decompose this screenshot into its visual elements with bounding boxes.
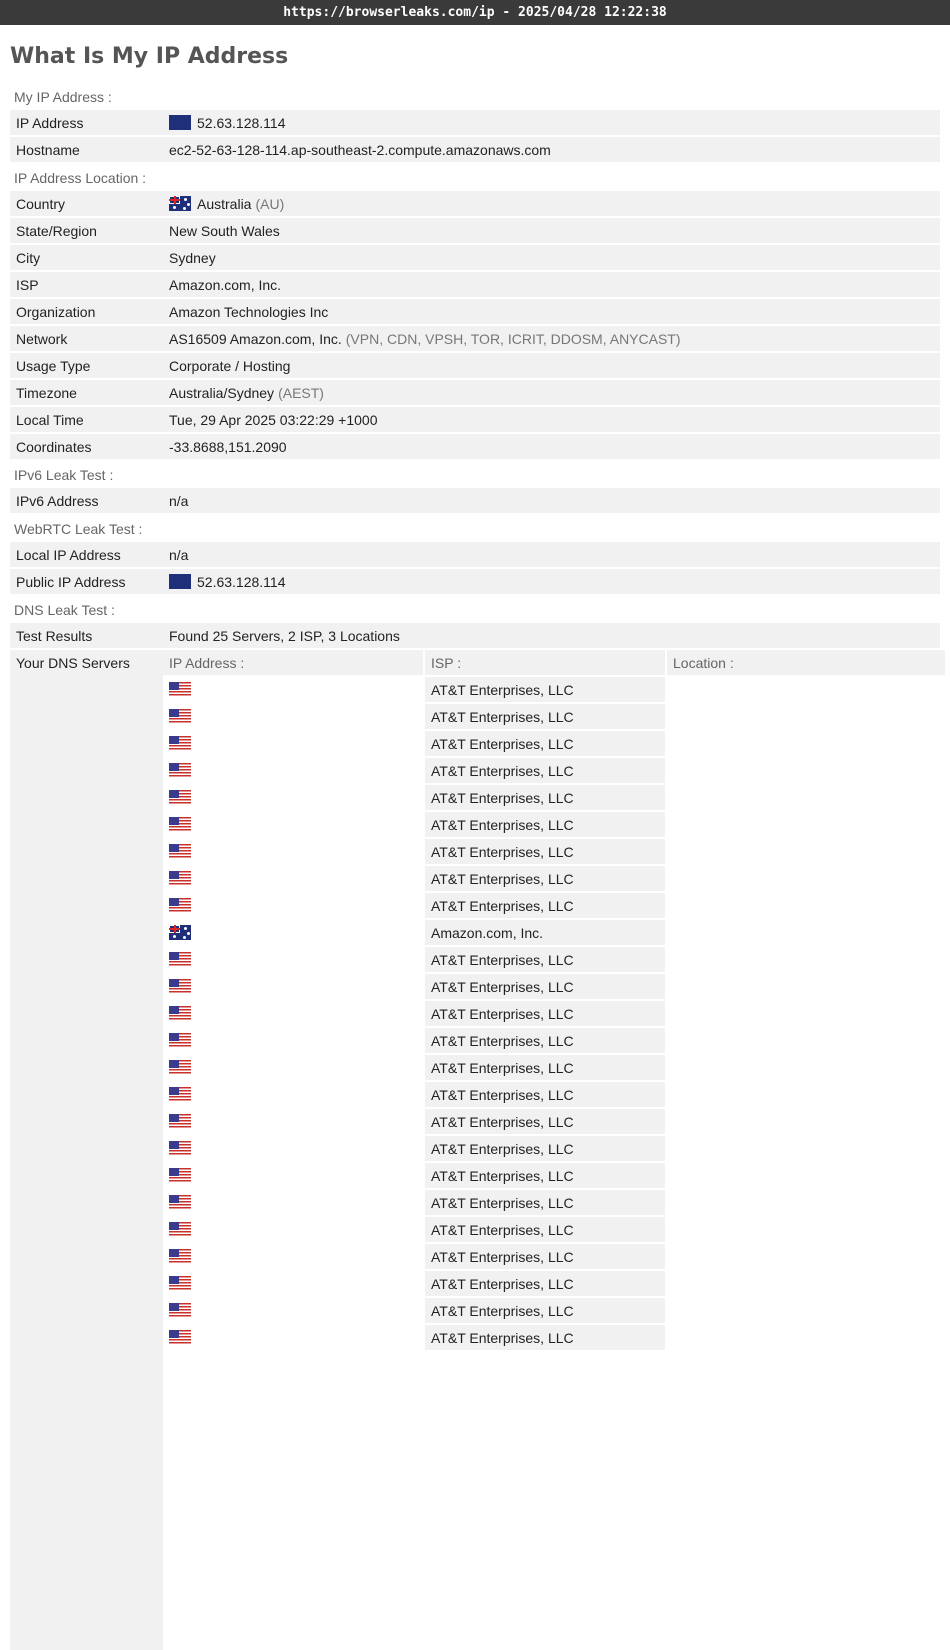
dns-server-row — [163, 893, 945, 918]
dns-ip-cell — [163, 1244, 423, 1269]
main-content — [10, 83, 940, 1650]
dns-location-cell — [667, 1163, 939, 1188]
dns-ip-cell — [163, 866, 423, 891]
dns-isp-cell: AT&T Enterprises, LLC — [425, 1136, 665, 1161]
redacted-ip — [197, 1190, 412, 1215]
dns-location-cell — [667, 1109, 939, 1134]
dns-server-row — [163, 1028, 945, 1053]
dns-isp-cell: AT&T Enterprises, LLC — [425, 1163, 665, 1188]
dns-server-row — [163, 1001, 945, 1026]
dns-isp-cell: AT&T Enterprises, LLC — [425, 1190, 665, 1215]
redacted-ip — [197, 704, 412, 729]
australia-flag-icon — [169, 574, 191, 589]
united-states-flag-icon — [169, 709, 191, 724]
value-text: New South Wales — [169, 222, 280, 239]
row-label: State/Region — [16, 223, 97, 239]
value-text: Australia — [197, 195, 252, 212]
dns-server-row — [163, 974, 945, 999]
redacted-ip — [197, 785, 412, 810]
dns-isp-cell: AT&T Enterprises, LLC — [425, 1217, 665, 1242]
redacted-ip — [197, 1136, 412, 1161]
redacted-ip — [197, 1082, 412, 1107]
united-states-flag-icon — [169, 1276, 191, 1291]
dns-ip-cell — [163, 1325, 423, 1350]
location-rows — [10, 191, 940, 459]
page-title: What Is My IP Address — [10, 44, 289, 69]
ip-address-value[interactable]: 52.63.128.114 — [197, 114, 286, 131]
united-states-flag-icon — [169, 1222, 191, 1237]
dns-isp-cell: AT&T Enterprises, LLC — [425, 704, 665, 729]
dns-isp-cell: AT&T Enterprises, LLC — [425, 812, 665, 837]
dns-location-cell — [667, 893, 939, 918]
location-row — [10, 218, 940, 243]
row-label: City — [16, 250, 41, 266]
test-results-value: Found 25 Servers, 2 ISP, 3 Locations — [169, 627, 400, 644]
dns-servers-table — [163, 650, 945, 1650]
dns-ip-cell — [163, 947, 423, 972]
dns-location-cell — [667, 1055, 939, 1080]
dns-server-row — [163, 920, 945, 945]
dns-isp-cell: AT&T Enterprises, LLC — [425, 758, 665, 783]
dns-server-row — [163, 1109, 945, 1134]
row-test-results — [10, 623, 940, 648]
dns-isp-cell: AT&T Enterprises, LLC — [425, 839, 665, 864]
row-label: Usage Type — [16, 358, 91, 374]
dns-location-cell — [667, 1190, 939, 1215]
column-header-location: Location : — [667, 650, 945, 675]
dns-ip-cell — [163, 677, 423, 702]
dns-ip-cell — [163, 893, 423, 918]
redacted-ip — [197, 1325, 412, 1350]
dns-isp-cell: AT&T Enterprises, LLC — [425, 731, 665, 756]
dns-ip-cell — [163, 785, 423, 810]
united-states-flag-icon — [169, 979, 191, 994]
australia-flag-icon — [169, 115, 191, 130]
dns-ip-cell — [163, 812, 423, 837]
dns-location-cell — [667, 1217, 939, 1242]
row-label: Coordinates — [16, 439, 92, 455]
row-label: IP Address — [16, 115, 84, 131]
dns-isp-cell: AT&T Enterprises, LLC — [425, 677, 665, 702]
dns-location-cell — [667, 1028, 939, 1053]
row-value — [163, 191, 940, 216]
section-webrtc: WebRTC Leak Test : — [14, 521, 143, 537]
redacted-ip — [197, 947, 412, 972]
redacted-ip — [197, 1028, 412, 1053]
redacted-ip — [197, 758, 412, 783]
value-text: Amazon.com, Inc. — [169, 276, 282, 293]
row-value — [163, 272, 940, 297]
row-public-ip — [10, 569, 940, 594]
redacted-ip — [197, 677, 412, 702]
row-label: Country — [16, 196, 66, 212]
redacted-ip — [197, 731, 412, 756]
redacted-ip — [197, 839, 412, 864]
dns-server-row — [163, 1217, 945, 1242]
dns-ip-cell — [163, 1001, 423, 1026]
section-dns: DNS Leak Test : — [14, 602, 115, 618]
row-value — [163, 110, 940, 135]
value-extra: (VPN, CDN, VPSH, TOR, ICRIT, DDOSM, ANYCAST) — [345, 330, 681, 347]
row-value — [163, 434, 940, 459]
dns-isp-cell: AT&T Enterprises, LLC — [425, 893, 665, 918]
dns-server-row — [163, 785, 945, 810]
dns-isp-cell: AT&T Enterprises, LLC — [425, 1028, 665, 1053]
dns-ip-cell — [163, 758, 423, 783]
dns-location-cell — [667, 758, 939, 783]
row-label: IPv6 Address — [16, 493, 99, 509]
dns-isp-cell: AT&T Enterprises, LLC — [425, 1298, 665, 1323]
redacted-ip — [197, 1298, 412, 1323]
dns-servers-block — [10, 650, 940, 1650]
redacted-ip — [197, 920, 412, 945]
dns-location-cell — [667, 812, 939, 837]
redacted-ip — [197, 812, 412, 837]
location-row — [10, 380, 940, 405]
value-extra: (AEST) — [278, 384, 324, 401]
dns-location-cell — [667, 704, 939, 729]
row-value — [163, 353, 940, 378]
dns-ip-cell — [163, 1136, 423, 1161]
dns-ip-cell — [163, 1271, 423, 1296]
value-text: -33.8688,151.2090 — [169, 438, 287, 455]
dns-ip-cell — [163, 704, 423, 729]
dns-isp-cell: AT&T Enterprises, LLC — [425, 866, 665, 891]
dns-location-cell — [667, 974, 939, 999]
dns-location-cell — [667, 677, 939, 702]
redacted-ip — [197, 893, 412, 918]
united-states-flag-icon — [169, 952, 191, 967]
dns-server-row — [163, 1055, 945, 1080]
row-label: ISP — [16, 277, 39, 293]
dns-isp-cell: AT&T Enterprises, LLC — [425, 1055, 665, 1080]
dns-location-cell — [667, 1244, 939, 1269]
redacted-ip — [197, 1271, 412, 1296]
dns-ip-cell — [163, 1217, 423, 1242]
redacted-ip — [197, 1001, 412, 1026]
location-row — [10, 326, 940, 351]
dns-server-row — [163, 1244, 945, 1269]
united-states-flag-icon — [169, 1033, 191, 1048]
dns-ip-cell — [163, 1028, 423, 1053]
row-label: Public IP Address — [16, 574, 126, 590]
dns-location-cell — [667, 947, 939, 972]
row-label: Test Results — [16, 628, 93, 644]
row-hostname — [10, 137, 940, 162]
dns-ip-cell — [163, 1109, 423, 1134]
location-row — [10, 407, 940, 432]
dns-server-row — [163, 731, 945, 756]
united-states-flag-icon — [169, 871, 191, 886]
dns-server-row — [163, 1271, 945, 1296]
row-ip-address — [10, 110, 940, 135]
dns-ip-cell — [163, 1190, 423, 1215]
dns-location-cell — [667, 731, 939, 756]
dns-location-cell — [667, 866, 939, 891]
row-value — [163, 326, 940, 351]
row-label: Local IP Address — [16, 547, 121, 563]
row-label: Organization — [16, 304, 96, 320]
dns-server-row — [163, 677, 945, 702]
united-states-flag-icon — [169, 1330, 191, 1345]
united-states-flag-icon — [169, 1249, 191, 1264]
united-states-flag-icon — [169, 898, 191, 913]
url-timestamp-bar: https://browserleaks.com/ip - 2025/04/28 12:22:38 — [0, 0, 950, 25]
dns-server-row — [163, 866, 945, 891]
dns-location-cell — [667, 1136, 939, 1161]
column-header-isp: ISP : — [425, 650, 665, 675]
dns-ip-cell — [163, 920, 423, 945]
dns-isp-cell: Amazon.com, Inc. — [425, 920, 665, 945]
column-header-ip: IP Address : — [163, 650, 423, 675]
dns-isp-cell: AT&T Enterprises, LLC — [425, 1325, 665, 1350]
united-states-flag-icon — [169, 1141, 191, 1156]
dns-ip-cell — [163, 974, 423, 999]
dns-isp-cell: AT&T Enterprises, LLC — [425, 1001, 665, 1026]
dns-server-row — [163, 704, 945, 729]
dns-location-cell — [667, 1082, 939, 1107]
row-ipv6 — [10, 488, 940, 513]
dns-location-cell — [667, 1001, 939, 1026]
row-label: Your DNS Servers — [16, 655, 130, 671]
dns-server-row — [163, 1163, 945, 1188]
dns-table-body — [163, 677, 945, 1350]
dns-server-row — [163, 1136, 945, 1161]
united-states-flag-icon — [169, 1168, 191, 1183]
section-location: IP Address Location : — [14, 170, 147, 186]
dns-server-row — [163, 758, 945, 783]
row-label: Network — [16, 331, 68, 347]
australia-flag-icon — [169, 925, 191, 940]
dns-server-row — [163, 1082, 945, 1107]
united-states-flag-icon — [169, 817, 191, 832]
value-text: AS16509 Amazon.com, Inc. — [169, 330, 342, 347]
united-states-flag-icon — [169, 1195, 191, 1210]
united-states-flag-icon — [169, 1114, 191, 1129]
united-states-flag-icon — [169, 682, 191, 697]
dns-location-cell — [667, 839, 939, 864]
redacted-ip — [197, 1244, 412, 1269]
row-label: Hostname — [16, 142, 80, 158]
redacted-ip — [197, 1163, 412, 1188]
dns-isp-cell: AT&T Enterprises, LLC — [425, 974, 665, 999]
united-states-flag-icon — [169, 1006, 191, 1021]
value-text: Australia/Sydney — [169, 384, 275, 401]
dns-server-row — [163, 839, 945, 864]
dns-server-row — [163, 1190, 945, 1215]
hostname-value: ec2-52-63-128-114.ap-southeast-2.compute.amazonaws.com — [169, 141, 551, 158]
redacted-ip — [197, 1055, 412, 1080]
dns-server-row — [163, 1325, 945, 1350]
dns-isp-cell: AT&T Enterprises, LLC — [425, 785, 665, 810]
united-states-flag-icon — [169, 1303, 191, 1318]
location-row — [10, 434, 940, 459]
united-states-flag-icon — [169, 1087, 191, 1102]
row-value — [163, 380, 940, 405]
redacted-ip — [197, 1109, 412, 1134]
australia-flag-icon — [169, 196, 191, 211]
united-states-flag-icon — [169, 844, 191, 859]
redacted-ip — [197, 1217, 412, 1242]
dns-isp-cell: AT&T Enterprises, LLC — [425, 1109, 665, 1134]
row-local-ip — [10, 542, 940, 567]
dns-ip-cell — [163, 839, 423, 864]
value-extra: (AU) — [255, 195, 285, 212]
redacted-ip — [197, 974, 412, 999]
dns-location-cell — [667, 785, 939, 810]
ipv6-value: n/a — [169, 492, 189, 509]
dns-location-cell — [667, 1298, 939, 1323]
value-text: Corporate / Hosting — [169, 357, 291, 374]
row-value — [163, 299, 940, 324]
dns-table-header — [163, 650, 945, 675]
location-row — [10, 353, 940, 378]
public-ip-value[interactable]: 52.63.128.114 — [197, 573, 286, 590]
local-ip-value: n/a — [169, 546, 189, 563]
united-states-flag-icon — [169, 736, 191, 751]
united-states-flag-icon — [169, 763, 191, 778]
location-row — [10, 245, 940, 270]
row-value — [163, 407, 940, 432]
redacted-ip — [197, 866, 412, 891]
dns-ip-cell — [163, 731, 423, 756]
united-states-flag-icon — [169, 1060, 191, 1075]
section-my-ip: My IP Address : — [14, 89, 112, 105]
dns-location-cell — [667, 920, 939, 945]
location-row — [10, 299, 940, 324]
dns-location-cell — [667, 1325, 939, 1350]
row-value — [163, 569, 940, 594]
dns-ip-cell — [163, 1298, 423, 1323]
value-text: Sydney — [169, 249, 216, 266]
row-value — [163, 218, 940, 243]
section-ipv6: IPv6 Leak Test : — [14, 467, 114, 483]
dns-location-cell — [667, 1271, 939, 1296]
dns-isp-cell: AT&T Enterprises, LLC — [425, 1082, 665, 1107]
dns-server-row — [163, 947, 945, 972]
location-row — [10, 272, 940, 297]
dns-ip-cell — [163, 1163, 423, 1188]
united-states-flag-icon — [169, 790, 191, 805]
dns-isp-cell: AT&T Enterprises, LLC — [425, 1271, 665, 1296]
dns-isp-cell: AT&T Enterprises, LLC — [425, 1244, 665, 1269]
dns-isp-cell: AT&T Enterprises, LLC — [425, 947, 665, 972]
dns-server-row — [163, 1298, 945, 1323]
row-value — [163, 245, 940, 270]
value-text: Tue, 29 Apr 2025 03:22:29 +1000 — [169, 411, 378, 428]
location-row — [10, 191, 940, 216]
dns-server-row — [163, 812, 945, 837]
dns-ip-cell — [163, 1082, 423, 1107]
value-text: Amazon Technologies Inc — [169, 303, 329, 320]
dns-ip-cell — [163, 1055, 423, 1080]
row-label: Local Time — [16, 412, 84, 428]
row-label: Timezone — [16, 385, 77, 401]
